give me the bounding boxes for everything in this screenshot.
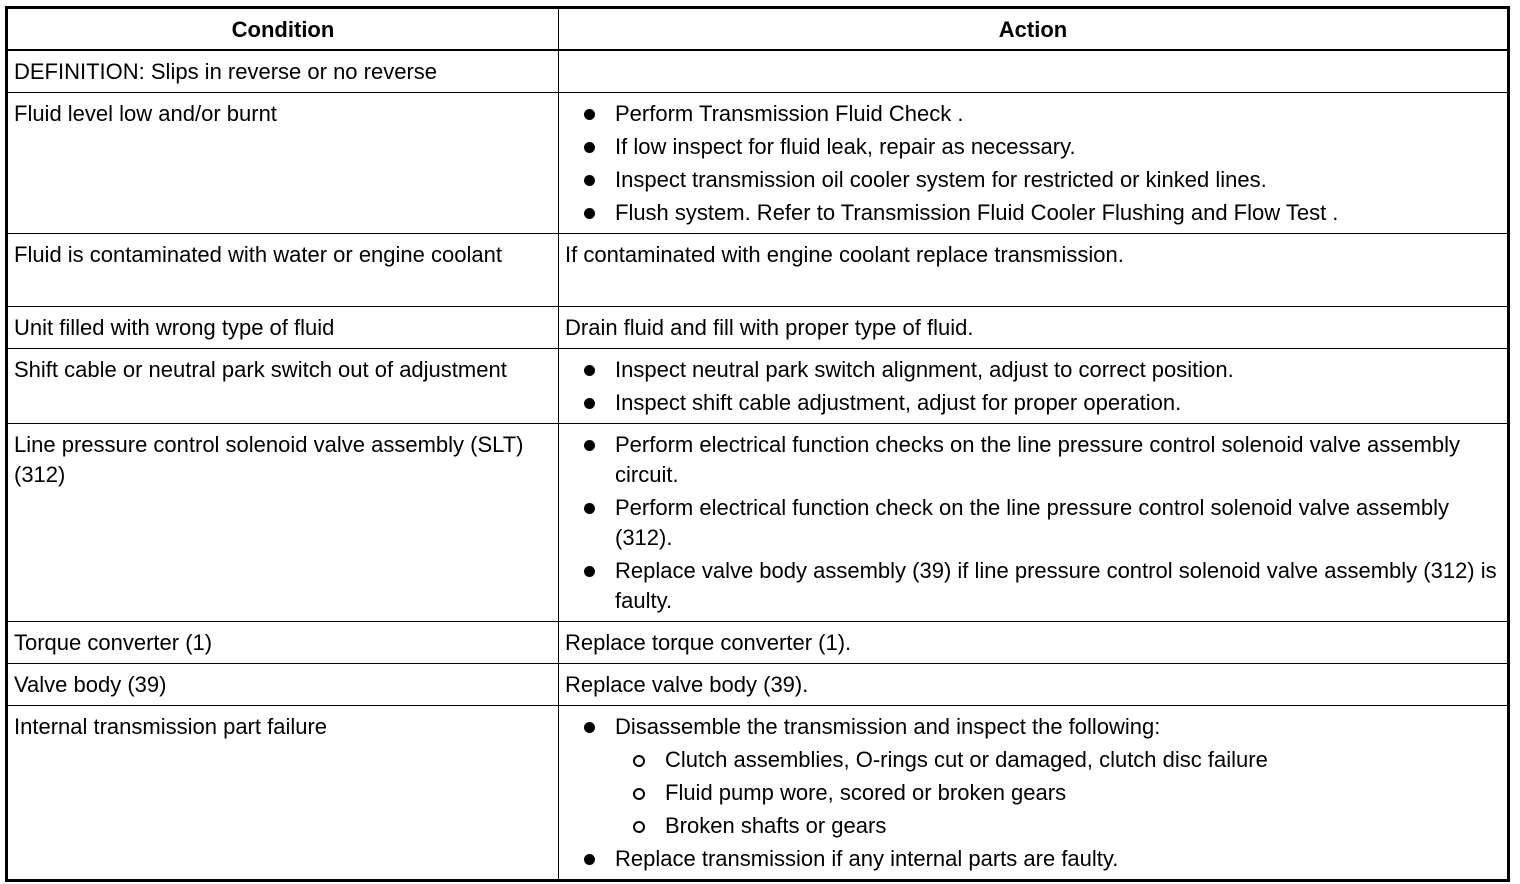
- action-cell-empty: [559, 50, 1509, 93]
- action-list: [565, 99, 1501, 228]
- table-row: [7, 424, 1509, 622]
- bullet-circle-icon: [633, 788, 645, 800]
- list-item-text: Perform electrical function checks on the line pressure control solenoid valve assembly circuit.: [615, 432, 1460, 487]
- condition-cell: Torque converter (1): [7, 622, 559, 664]
- header-row: [7, 8, 1509, 51]
- bullet-dot-icon: [584, 142, 595, 153]
- list-item: [565, 556, 1501, 616]
- sub-list-item: [615, 811, 1501, 841]
- condition-cell: Shift cable or neutral park switch out of adjustment: [7, 349, 559, 424]
- table-row: [7, 93, 1509, 234]
- action-cell: [559, 424, 1509, 622]
- condition-cell: Fluid is contaminated with water or engine coolant: [7, 234, 559, 307]
- sub-list-item: [615, 745, 1501, 775]
- bullet-dot-icon: [584, 398, 595, 409]
- list-item: [565, 165, 1501, 195]
- bullet-dot-icon: [584, 566, 595, 577]
- bullet-circle-icon: [633, 755, 645, 767]
- bullet-dot-icon: [584, 175, 595, 186]
- bullet-circle-icon: [633, 821, 645, 833]
- list-item: [565, 99, 1501, 129]
- list-item-text: Perform Transmission Fluid Check .: [615, 101, 964, 126]
- table-row: [7, 50, 1509, 93]
- action-list: [565, 430, 1501, 616]
- header-condition: Condition: [7, 8, 559, 51]
- action-cell: [559, 706, 1509, 881]
- condition-cell: Valve body (39): [7, 664, 559, 706]
- list-item: [565, 430, 1501, 490]
- sub-list-item-text: Clutch assemblies, O-rings cut or damaged, clutch disc failure: [665, 747, 1268, 772]
- table-row: [7, 706, 1509, 881]
- table-row: [7, 622, 1509, 664]
- diagnostic-table: [5, 6, 1510, 882]
- list-item-text: Inspect shift cable adjustment, adjust for proper operation.: [615, 390, 1182, 415]
- table-row: [7, 664, 1509, 706]
- action-list: [565, 712, 1501, 874]
- sub-list: [615, 745, 1501, 841]
- action-cell: Drain fluid and fill with proper type of fluid.: [559, 307, 1509, 349]
- table-row: [7, 234, 1509, 307]
- list-item-text: Disassemble the transmission and inspect the following:: [615, 714, 1161, 739]
- sub-list-item-text: Broken shafts or gears: [665, 813, 887, 838]
- list-item: [565, 388, 1501, 418]
- condition-cell: Unit filled with wrong type of fluid: [7, 307, 559, 349]
- list-item: [565, 493, 1501, 553]
- list-item: [565, 132, 1501, 162]
- sub-list-item-text: Fluid pump wore, scored or broken gears: [665, 780, 1067, 805]
- header-action: Action: [559, 8, 1509, 51]
- list-item: [565, 712, 1501, 841]
- list-item-text: Inspect transmission oil cooler system for restricted or kinked lines.: [615, 167, 1267, 192]
- action-cell: Replace valve body (39).: [559, 664, 1509, 706]
- action-cell: [559, 349, 1509, 424]
- action-cell: If contaminated with engine coolant replace transmission.: [559, 234, 1509, 307]
- bullet-dot-icon: [584, 440, 595, 451]
- bullet-dot-icon: [584, 854, 595, 865]
- list-item: [565, 355, 1501, 385]
- action-cell: [559, 93, 1509, 234]
- list-item: [565, 198, 1501, 228]
- list-item-text: Replace transmission if any internal parts are faulty.: [615, 846, 1119, 871]
- list-item: [565, 844, 1501, 874]
- bullet-dot-icon: [584, 503, 595, 514]
- list-item-text: If low inspect for fluid leak, repair as necessary.: [615, 134, 1076, 159]
- bullet-dot-icon: [584, 722, 595, 733]
- sub-list-item: [615, 778, 1501, 808]
- condition-cell: Internal transmission part failure: [7, 706, 559, 881]
- action-list: [565, 355, 1501, 418]
- list-item-text: Replace valve body assembly (39) if line pressure control solenoid valve assembly (312) is faulty.: [615, 558, 1497, 613]
- definition-cell: DEFINITION: Slips in reverse or no reverse: [7, 50, 559, 93]
- action-cell: Replace torque converter (1).: [559, 622, 1509, 664]
- list-item-text: Flush system. Refer to Transmission Fluid Cooler Flushing and Flow Test .: [615, 200, 1339, 225]
- bullet-dot-icon: [584, 109, 595, 120]
- condition-cell: Line pressure control solenoid valve assembly (SLT) (312): [7, 424, 559, 622]
- bullet-dot-icon: [584, 208, 595, 219]
- table-row: [7, 307, 1509, 349]
- table-row: [7, 349, 1509, 424]
- list-item-text: Perform electrical function check on the line pressure control solenoid valve assembly (312).: [615, 495, 1449, 550]
- condition-cell: Fluid level low and/or burnt: [7, 93, 559, 234]
- list-item-text: Inspect neutral park switch alignment, adjust to correct position.: [615, 357, 1234, 382]
- bullet-dot-icon: [584, 365, 595, 376]
